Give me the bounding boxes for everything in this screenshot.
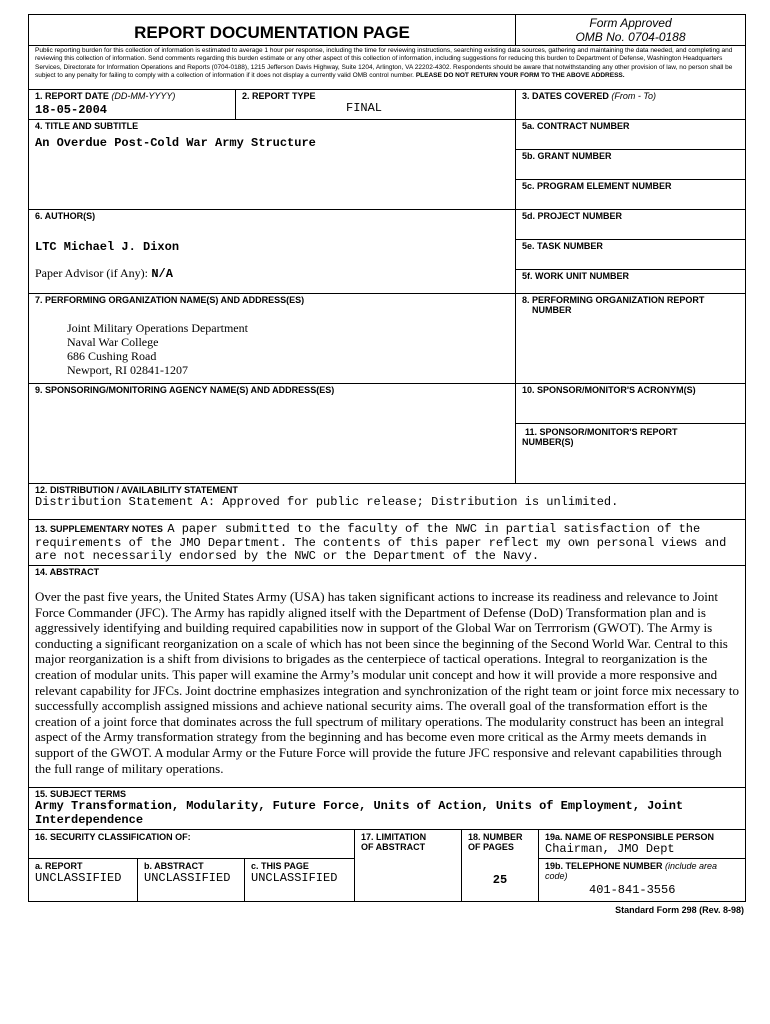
sponsor-acronym-label: 10. SPONSOR/MONITOR'S ACRONYM(S) xyxy=(522,385,696,395)
grant-number-field[interactable] xyxy=(515,149,745,179)
sponsoring-agency-label: 9. SPONSORING/MONITORING AGENCY NAME(S) AND ADDRESS(ES) xyxy=(35,385,335,395)
responsible-person-label: 19a. NAME OF RESPONSIBLE PERSON xyxy=(545,832,715,842)
report-date-value: 18-05-2004 xyxy=(35,103,108,117)
title-value: An Overdue Post-Cold War Army Structure xyxy=(35,136,316,150)
report-type-label: 2. REPORT TYPE xyxy=(242,91,316,101)
dates-covered-label: 3. DATES COVERED xyxy=(522,91,609,101)
supplementary-value: A paper submitted to the faculty of the NWC in partial satisfaction of the requirements of the JMO Department. The contents of this paper reflect my own personal views and are not necessarily endorsed by the NWC or the Department of the Navy. xyxy=(35,522,727,563)
omb-number: OMB No. 0704-0188 xyxy=(575,30,686,44)
report-date-label: 1. REPORT DATE xyxy=(35,91,109,101)
sponsor-acronym-field[interactable] xyxy=(515,383,745,423)
number-of-pages-label-2: OF PAGES xyxy=(468,842,514,852)
security-classification-label: 16. SECURITY CLASSIFICATION OF: xyxy=(35,832,191,842)
burden-text: Public reporting burden for this collection of information is estimated to average 1 hour per response, including the time for reviewing instructions, searching existing data sources, gathering and maintaining the data needed, and completing and reviewing this collection of information. Send comments regarding this burden estimate or any other aspect of this collection of information, including suggestions for reducing this burden to Department of Defense, Washington Headquarters Services, Directorate for Information Operations and Reports (0704-0188), 1215 Jefferson Davis Highway, Suite 1204, Arlington, VA 22202-4302. Respondents should be aware that notwithstanding any other provision of law, no person shall be subject to any penalty for failing to comply with a collection of information if it does not display a currently valid OMB control number. xyxy=(35,47,733,79)
program-element-label: 5c. PROGRAM ELEMENT NUMBER xyxy=(522,181,672,191)
form-footer: Standard Form 298 (Rev. 8-98) xyxy=(615,905,744,915)
address-line: Naval War College xyxy=(67,335,159,349)
performing-report-label: 8. PERFORMING ORGANIZATION REPORT xyxy=(522,295,705,305)
report-type-value: FINAL xyxy=(346,101,383,115)
report-classification-label: a. REPORT xyxy=(35,861,83,871)
distribution-value: Distribution Statement A: Approved for public release; Distribution is unlimited. xyxy=(35,495,619,509)
report-classification-value: UNCLASSIFIED xyxy=(35,871,122,885)
work-unit-label: 5f. WORK UNIT NUMBER xyxy=(522,271,629,281)
telephone-label: 19b. TELEPHONE NUMBER xyxy=(545,861,663,871)
supplementary-notes-field[interactable] xyxy=(29,519,745,565)
report-documentation-form xyxy=(28,14,746,902)
authors-field[interactable] xyxy=(29,209,515,293)
task-number-label: 5e. TASK NUMBER xyxy=(522,241,603,251)
subject-terms-field[interactable] xyxy=(29,787,745,829)
contract-number-label: 5a. CONTRACT NUMBER xyxy=(522,121,630,131)
responsible-person-value: Chairman, JMO Dept xyxy=(545,842,675,856)
address-line: Newport, RI 02841-1207 xyxy=(67,363,188,377)
performing-org-label: 7. PERFORMING ORGANIZATION NAME(S) AND ADDRESS(ES) xyxy=(35,295,305,305)
performing-org-address xyxy=(35,321,509,377)
author-name: LTC Michael J. Dixon xyxy=(35,240,180,254)
limitation-label-2: OF ABSTRACT xyxy=(361,842,426,852)
number-of-pages-field[interactable] xyxy=(461,829,538,901)
abstract-classification-value: UNCLASSIFIED xyxy=(144,871,231,885)
abstract-label: 14. ABSTRACT xyxy=(35,567,100,577)
performing-report-label-2: NUMBER xyxy=(532,305,572,315)
subject-terms-value: Army Transformation, Modularity, Future Force, Units of Action, Units of Employment, Joint Interdependence xyxy=(35,799,684,827)
distribution-label: 12. DISTRIBUTION / AVAILABILITY STATEMENT xyxy=(35,485,238,495)
advisor-value: N/A xyxy=(151,267,173,281)
responsible-person-field[interactable] xyxy=(538,829,745,858)
sponsoring-agency-field[interactable] xyxy=(29,383,515,483)
advisor-label: Paper Advisor (if Any): xyxy=(35,266,148,280)
report-type-field[interactable] xyxy=(235,89,515,119)
sponsor-report-field[interactable] xyxy=(515,423,745,483)
report-classification-field[interactable] xyxy=(29,858,137,901)
sponsor-report-label-2: NUMBER(S) xyxy=(522,437,574,447)
dates-covered-hint: (From - To) xyxy=(611,91,657,101)
telephone-value: 401-841-3556 xyxy=(589,883,676,897)
task-number-field[interactable] xyxy=(515,239,745,269)
address-line: Joint Military Operations Department xyxy=(67,321,248,335)
supplementary-label: 13. SUPPLEMENTARY NOTES xyxy=(35,524,163,534)
security-classification-header xyxy=(29,829,354,858)
page-classification-field[interactable] xyxy=(244,858,354,901)
dates-covered-field[interactable] xyxy=(515,89,745,119)
program-element-field[interactable] xyxy=(515,179,745,209)
project-number-label: 5d. PROJECT NUMBER xyxy=(522,211,623,221)
title-label: 4. TITLE AND SUBTITLE xyxy=(35,121,139,131)
limitation-field[interactable] xyxy=(354,829,461,901)
number-of-pages-value: 25 xyxy=(492,873,508,887)
grant-number-label: 5b. GRANT NUMBER xyxy=(522,151,612,161)
abstract-classification-field[interactable] xyxy=(137,858,244,901)
page-classification-label: c. THIS PAGE xyxy=(251,861,309,871)
limitation-label: 17. LIMITATION xyxy=(361,832,427,842)
work-unit-field[interactable] xyxy=(515,269,745,293)
form-approved-label: Form Approved xyxy=(589,16,672,30)
abstract-classification-label: b. ABSTRACT xyxy=(144,861,204,871)
telephone-hint: (include area code) xyxy=(545,861,718,881)
authors-label: 6. AUTHOR(S) xyxy=(35,211,96,221)
telephone-field[interactable] xyxy=(538,858,745,901)
project-number-field[interactable] xyxy=(515,209,745,239)
subject-terms-label: 15. SUBJECT TERMS xyxy=(35,789,127,799)
report-date-hint: (DD-MM-YYYY) xyxy=(111,91,176,101)
burden-statement xyxy=(29,45,745,90)
distribution-field[interactable] xyxy=(29,483,745,519)
report-date-field[interactable] xyxy=(29,89,235,119)
abstract-text: Over the past five years, the United States Army (USA) has taken significant actions to increase its readiness and relevance to Joint Force Commander (JFC). The Army has rapidly aligned itself with the Department of Defense (DoD) Transformation plan and is aggressively identifying and building required capabilities now in support of the Global War on Terrrorism (GWOT). The Army is conducting a significant reorganization on a scale of which has not been since the beginning of the Second World War. Central to this major reorganization is a shift from divisions to brigades as the centerpiece of tactical operations. Integral to reorganization is the creation of modular units. This paper will examine the Army’s modular unit concept and how it will provide a more responsive and relevant capability for JFCs. Joint doctrine emphasizes integration and synchronization of the right team or joint force mix necessary to successfully accomplish assigned missions and achieve national security aims. The overall goal of the transformation effort is the creation of a joint force that dominates across the full spectrum of military operations. The modularity construct has been an integral aspect of the Army transformation strategy from the beginning and has become even more critical as the Army meets demands in support of the GWOT. A modular Army or the Future Force will provide the future JFC responsive and relevant capabilities through the full range of military operations. xyxy=(35,589,739,776)
address-line: 686 Cushing Road xyxy=(67,349,157,363)
performing-org-field[interactable] xyxy=(29,293,515,383)
sponsor-report-label: 11. SPONSOR/MONITOR'S REPORT xyxy=(525,427,678,437)
number-of-pages-label: 18. NUMBER xyxy=(468,832,523,842)
title-field[interactable] xyxy=(29,119,515,209)
omb-box xyxy=(515,15,745,45)
page-title: REPORT DOCUMENTATION PAGE xyxy=(134,23,410,42)
page-classification-value: UNCLASSIFIED xyxy=(251,871,338,885)
burden-bold-text: PLEASE DO NOT RETURN YOUR FORM TO THE ABOVE ADDRESS. xyxy=(415,71,625,79)
contract-number-field[interactable] xyxy=(515,119,745,149)
performing-report-field[interactable] xyxy=(515,293,745,383)
abstract-field[interactable] xyxy=(29,565,745,787)
